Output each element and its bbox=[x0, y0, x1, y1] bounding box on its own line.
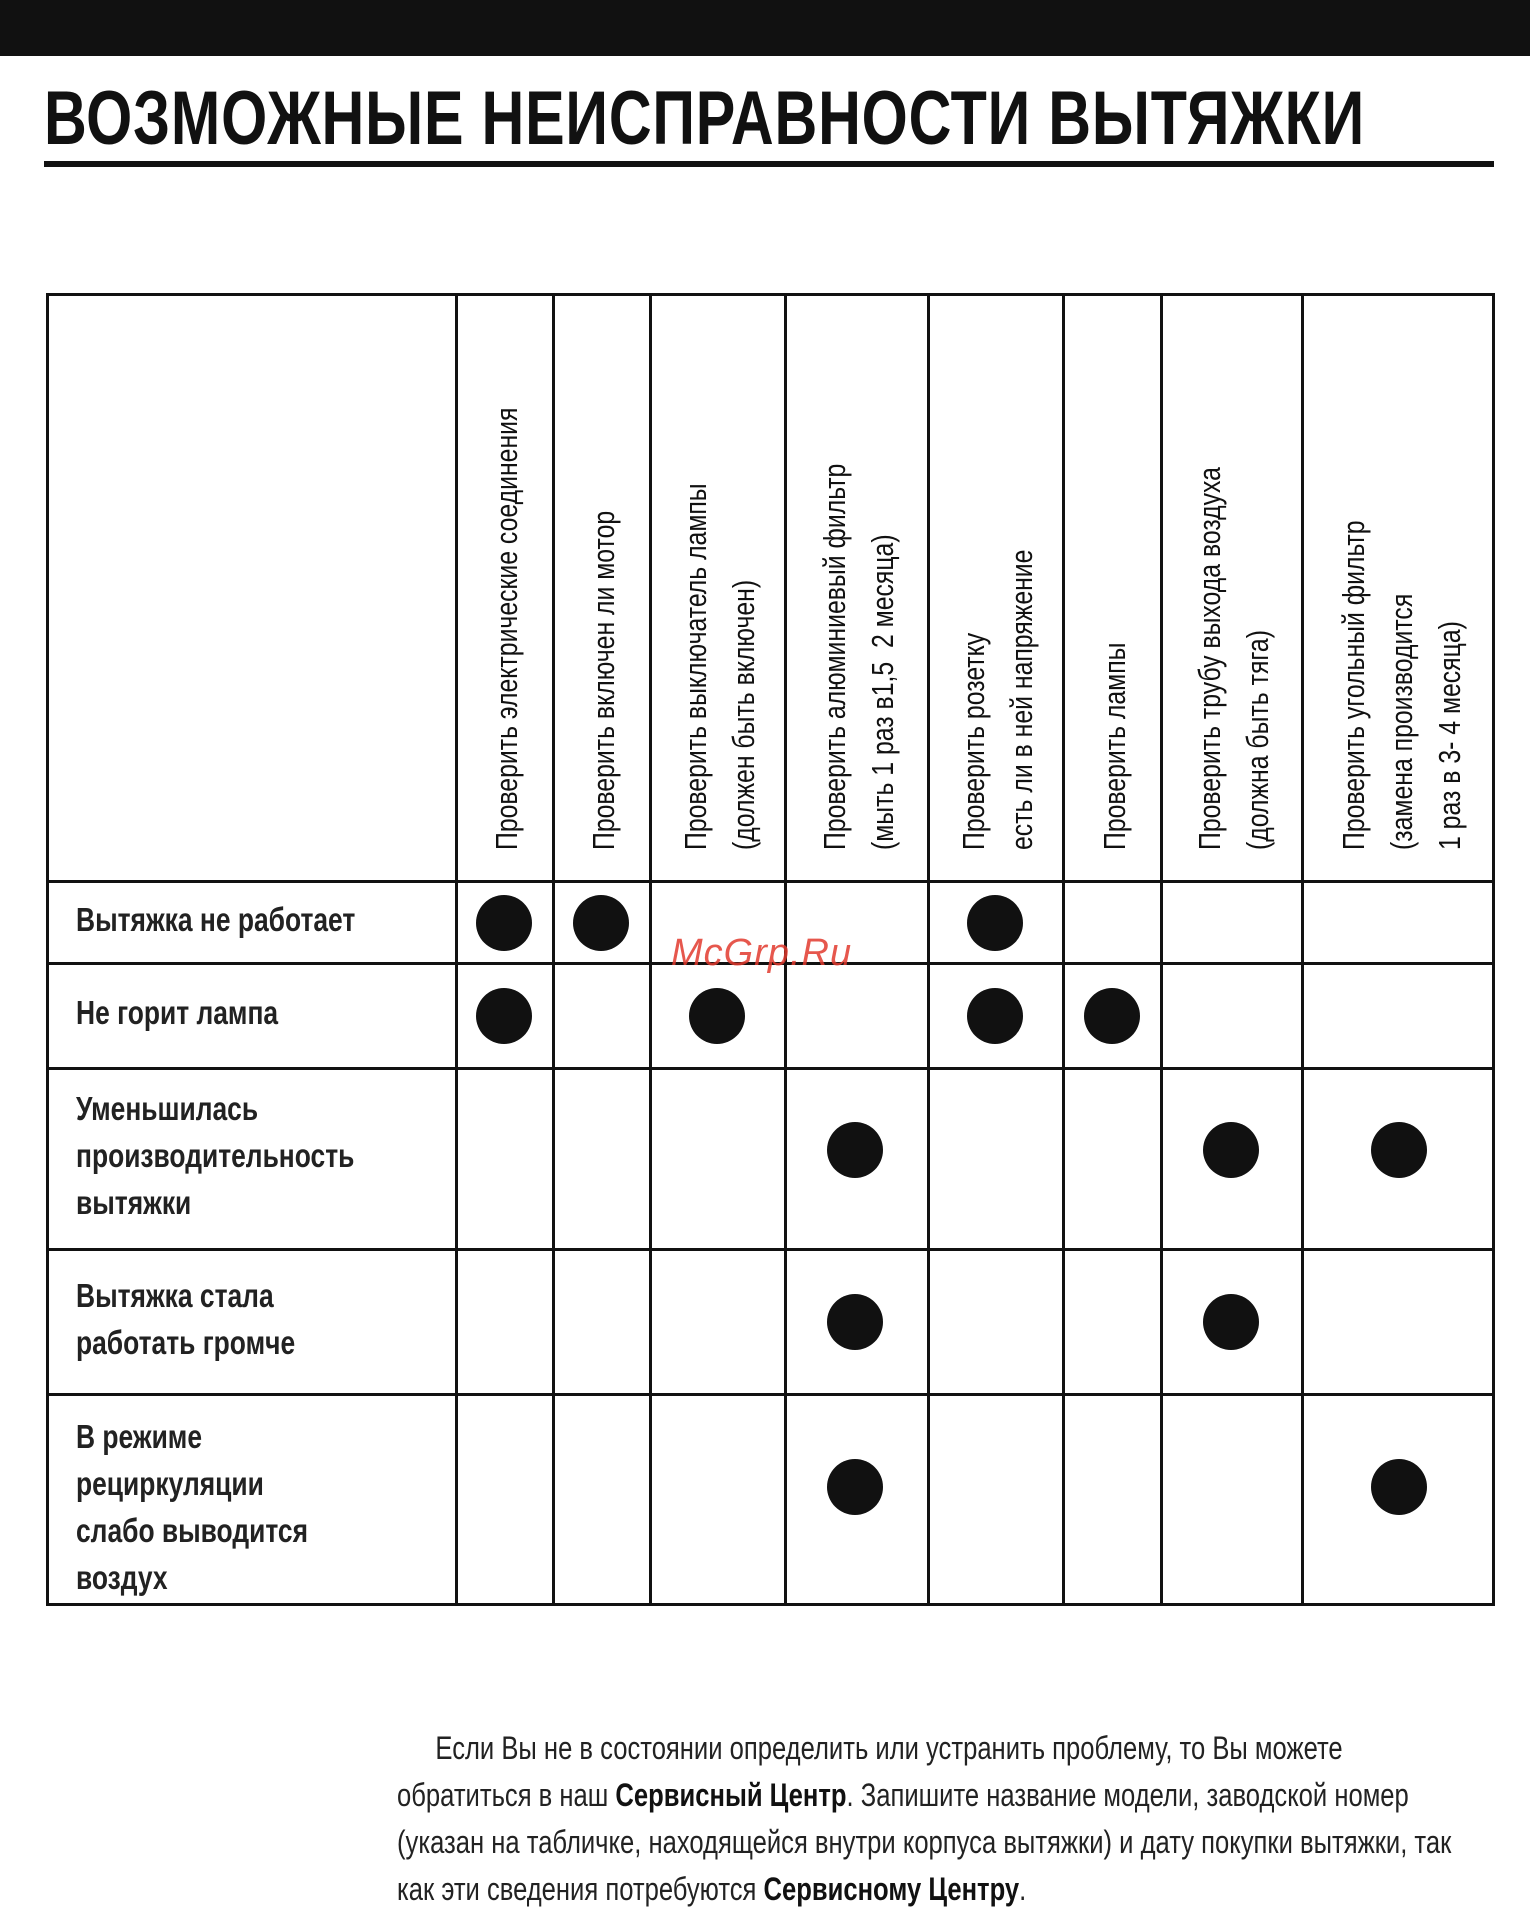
row-label-reduced-performance: Уменьшилась производительность вытяжки bbox=[76, 1090, 355, 1221]
column-header-exhaust-pipe: Проверить трубу выхода воздуха (должна быть тяга) bbox=[1192, 467, 1275, 850]
check-dot bbox=[689, 988, 745, 1044]
check-dot bbox=[1371, 1459, 1427, 1515]
column-header-carbon-filter: Проверить угольный фильтр (замена производится 1 раз в 3- 4 месяца) bbox=[1335, 520, 1467, 850]
footer-text-3: . bbox=[1019, 1871, 1027, 1907]
footer-text-1: Если Вы не в состоянии определить или устранить проблему, то Вы можете обратиться в наш bbox=[397, 1730, 1343, 1813]
check-dot bbox=[967, 895, 1023, 951]
check-dot bbox=[1203, 1122, 1259, 1178]
column-header-aluminium-filter: Проверить алюминиевый фильтр (мыть 1 раз в1,5 2 месяца) bbox=[817, 463, 900, 850]
check-dot bbox=[573, 895, 629, 951]
check-dot bbox=[476, 988, 532, 1044]
footer-service-center-2: Сервисному Центру bbox=[763, 1871, 1020, 1907]
check-dot bbox=[1371, 1122, 1427, 1178]
watermark: McGrp.Ru bbox=[671, 932, 853, 974]
check-dot bbox=[967, 988, 1023, 1044]
grid-line bbox=[49, 1248, 1492, 1251]
check-dot bbox=[1084, 988, 1140, 1044]
check-dot bbox=[827, 1294, 883, 1350]
column-header-socket-voltage: Проверить розетку есть ли в ней напряжение bbox=[956, 549, 1039, 850]
title-underline bbox=[44, 161, 1494, 167]
check-dot bbox=[476, 895, 532, 951]
footer-service-center: Сервисный Центр bbox=[615, 1777, 847, 1813]
page-title: ВОЗМОЖНЫЕ НЕИСПРАВНОСТИ ВЫТЯЖКИ bbox=[44, 76, 1366, 161]
row-label-hood-not-working: Вытяжка не работает bbox=[76, 901, 356, 938]
column-header-lamp-switch: Проверить выключатель лампы (должен быть включен) bbox=[678, 483, 761, 850]
column-header-lamps: Проверить лампы bbox=[1096, 642, 1132, 850]
footer-text-2: . Запишите название модели, заводской номер (указан на табличке, находящейся внутри корпуса вытяжки) и дату покупки вытяжки, так как эти сведения потребуются bbox=[397, 1777, 1452, 1907]
row-label-recirculation-weak: В режиме рециркуляции слабо выводится воздух bbox=[76, 1418, 308, 1596]
check-dot bbox=[827, 1122, 883, 1178]
footer-note bbox=[397, 1725, 1497, 1912]
top-black-bar bbox=[0, 0, 1530, 56]
row-label-louder: Вытяжка стала работать громче bbox=[76, 1277, 296, 1361]
check-dot bbox=[827, 1459, 883, 1515]
column-header-motor: Проверить включен ли мотор bbox=[586, 510, 621, 850]
check-dot bbox=[1203, 1294, 1259, 1350]
grid-line bbox=[49, 1393, 1492, 1396]
row-label-lamp-not-lit: Не горит лампа bbox=[76, 994, 279, 1031]
grid-line bbox=[49, 1067, 1492, 1070]
column-header-electrical-connections: Проверить электрические соединения bbox=[489, 407, 524, 850]
